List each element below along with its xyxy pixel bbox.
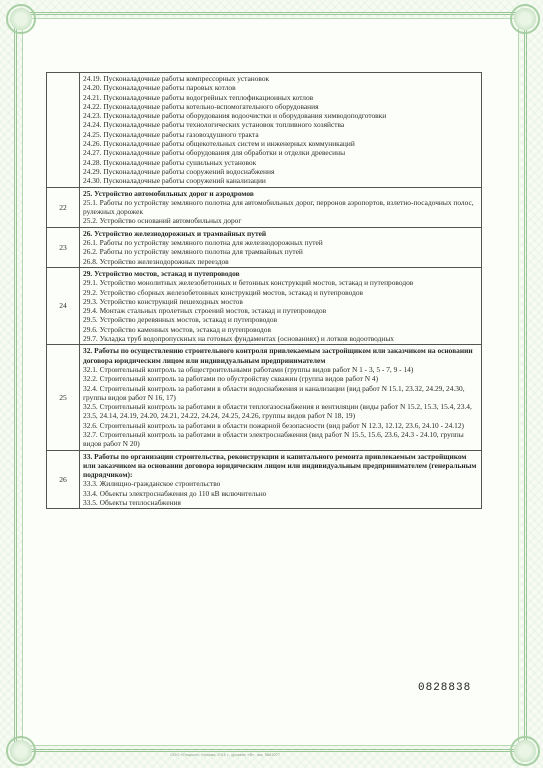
work-item: 29.1. Устройство монолитных железобетонных и бетонных конструкций мостов, эстакад и путепроводов	[83, 278, 414, 288]
work-item: 32.7. Строительный контроль за работами в области электроснабжения (вид работ N 15.5, 15.6, 23.6, 24.3 - 24.10, группы видов работ N 20)	[83, 429, 464, 449]
work-item: 24.23. Пусконаладочные работы оборудования водоочистки и оборудования химводоподготовки	[83, 111, 387, 121]
work-item: 24.24. Пусконаладочные работы технологических установок топливного хозяйства	[83, 120, 345, 130]
section-heading: 29. Устройство мостов, эстакад и путепроводов	[83, 268, 240, 278]
table-row	[47, 450, 482, 509]
work-item: 32.6. Строительный контроль за работами в области пожарной безопасности (вид работ N 12.3, 12.12, 23.6, 24.10 - 24.12)	[83, 420, 464, 430]
table-row	[47, 227, 482, 267]
section-heading: 25. Устройство автомобильных дорог и аэродромов	[83, 188, 254, 198]
table-row	[47, 267, 482, 344]
work-item: 29.5. Устройство деревянных мостов, эстакад и путепроводов	[83, 315, 278, 325]
row-content	[80, 345, 482, 450]
row-number: 24	[47, 267, 80, 344]
row-number: 26	[47, 450, 80, 509]
work-item: 24.29. Пусконаладочные работы сооружений водоснабжения	[83, 166, 275, 176]
corner-ornament-top-left	[6, 4, 36, 34]
work-item: 25.2. Устройство оснований автомобильных дорог	[83, 216, 242, 226]
row-number: 25	[47, 345, 80, 450]
row-number: 22	[47, 187, 80, 227]
work-item: 29.3. Устройство конструкций пешеходных мостов	[83, 296, 243, 306]
row-number: 23	[47, 227, 80, 267]
work-item: 24.22. Пусконаладочные работы котельно-вспомогательного оборудования	[83, 101, 319, 111]
row-number	[47, 73, 80, 188]
table-row	[47, 345, 482, 450]
corner-ornament-bottom-right	[510, 736, 540, 766]
work-item: 33.4. Объекты электроснабжения до 110 кВ включительно	[83, 488, 267, 498]
work-item: 32.4. Строительный контроль за работами в области водоснабжения и канализации (вид работ N 15.1, 23.32, 24.29, 24.30, группы видов работ N 16, 17)	[83, 383, 465, 402]
row-content	[80, 73, 482, 188]
work-item: 33.3. Жилищно-гражданское строительство	[83, 479, 221, 489]
work-item: 29.2. Устройство сборных железобетонных конструкций мостов, эстакад и путепроводов	[83, 287, 364, 297]
work-item: 32.2. Строительный контроль за работами по обустройству скважин (группа видов работ N 4)	[83, 374, 379, 384]
work-item: 26.8. Устройство железнодорожных переездов	[83, 256, 229, 266]
work-item: 24.21. Пусконаладочные работы водогрейных теплофикационных котлов	[83, 92, 314, 102]
row-content	[80, 450, 482, 509]
work-item: 26.2. Работы по устройству земляного полотна для трамвайных путей	[83, 247, 303, 257]
work-item: 26.1. Работы по устройству земляного полотна для железнодорожных путей	[83, 238, 323, 248]
work-item: 29.7. Укладка труб водопропускных на готовых фундаментах (основаниях) и лотков водоотводных	[83, 334, 394, 344]
work-item: 25.1. Работы по устройству земляного полотна для автомобильных дорог, перронов аэропортов, взлетно-посадочных полос, рулежных дорожек	[83, 197, 474, 217]
work-item: 24.20. Пусконаладочные работы паровых котлов	[83, 83, 236, 93]
row-content	[80, 187, 482, 227]
work-item: 24.30. Пусконаладочные работы сооружений канализации	[83, 176, 266, 186]
row-content	[80, 227, 482, 267]
table-row	[47, 73, 482, 188]
work-item: 24.27. Пусконаладочные работы оборудования для обработки и отделки древесины	[83, 148, 346, 158]
row-content	[80, 267, 482, 344]
printer-footer: ООО «Опцион», Москва, 2011 г., уровень «В», зак. №63077	[170, 752, 281, 757]
work-item: 29.6. Устройство каменных мостов, эстакад и путепроводов	[83, 324, 271, 334]
section-heading: 26. Устройство железнодорожных и трамвайных путей	[83, 228, 267, 238]
section-heading: 32. Работы по осуществлению строительного контроля привлекаемым застройщиком или заказчиком на основании договора юридическим лицом или индивидуальным предпринимателем	[83, 346, 473, 365]
corner-ornament-top-right	[510, 4, 540, 34]
work-item: 32.1. Строительный контроль за общестроительными работами (группы видов работ N 1 - 3, 5 - 7, 9 - 14)	[83, 364, 414, 374]
work-item: 32.5. Строительный контроль за работами в области теплогазоснабжения и вентиляции (виды работ N 15.2, 15.3, 15.4, 23.4, 23.5, 24.14, 24.19, 24.20, 24.21, 24.22, 24.24, 24.25, 24.26, группы видов работ N 18, 19)	[83, 402, 472, 421]
work-item: 24.26. Пусконаладочные работы общекотельных систем и инженерных коммуникаций	[83, 139, 355, 149]
work-item: 33.5. Объекты теплоснабжения	[83, 498, 181, 508]
work-item: 24.25. Пусконаладочные работы газовоздушного тракта	[83, 129, 259, 139]
work-item: 24.19. Пусконаладочные работы компрессорных установок	[83, 74, 270, 83]
works-table	[46, 72, 482, 509]
work-item: 29.4. Монтаж стальных пролетных строений мостов, эстакад и путепроводов	[83, 306, 327, 316]
serial-number: 0828838	[418, 682, 472, 694]
work-item: 24.28. Пусконаладочные работы сушильных установок	[83, 157, 257, 167]
corner-ornament-bottom-left	[6, 736, 36, 766]
table-row	[47, 187, 482, 227]
section-heading: 33. Работы по организации строительства, реконструкции и капитального ремонта привлекаемым застройщиком или заказчиком на основании договора юридическим лицом или индивидуальным предпринимателем (генеральным подрядчиком):	[83, 451, 477, 480]
